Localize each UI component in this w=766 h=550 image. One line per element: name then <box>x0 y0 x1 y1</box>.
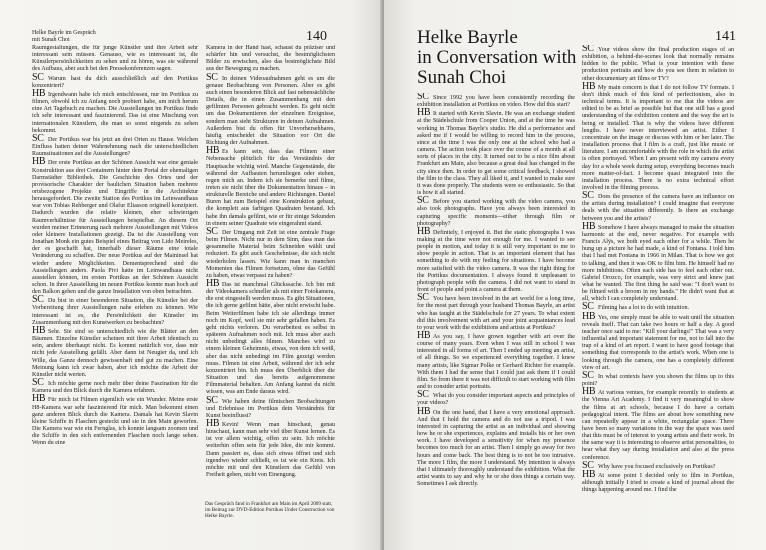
paragraph <box>206 417 335 479</box>
paragraph <box>417 93 575 109</box>
speaker-initials: HB <box>582 220 596 232</box>
paragraph-text: Für mich ist Filmen eigentlich wie ein Wunder. Meine erste H8-Kamera war sehr faszinierend für mich. Man bekommt einen ganz anderen Blick durch die Kamera. Damals hat Kevin Slavin kleine Schiffe in Flaschen gesteckt und sie in den Main geworfen. Die Kamera war wie ein Fernglas, ich konnte langsam zoomen und die Schiffe in den sich entfernenden Flaschen noch lange sehen. Wenn du eine <box>32 397 198 447</box>
speaker-initials: SC <box>206 225 218 237</box>
paragraph-text: At various venues, for example recently to students at the Vienna Art Academy. I find it very meaningful to show the films at art schools, because I do have a certain pedagogical intent. The films are about how something new can repeatedly appear in a white, rectangular space. There have been so many variations in the way the space was used that this must be of interest to young artists and their work. In the same way it is interesting to observe artist personalities, to hear what they say during installation and also at the press conference. <box>582 390 734 461</box>
paragraph-text: Kamera in der Hand hast, schaust du präziser und schärfer hin und versuchst, die bestmöglichsten Bilder zu erwischen, also das bestmöglichste Bild aus der Bewegung zu machen. <box>206 45 335 73</box>
paragraph-text: Raumgestaltungen, die für junge Künstler und ihre Arbeit sehr interessant sein müssen. Genauso, wie es interessant ist, die Künstlerpersönlichkeiten zu sehen und zu hören, was sie während des Aufbaus, aber auch bei den Pressekonferenzen sagen. <box>32 45 198 73</box>
speaker-initials: SC <box>32 377 44 389</box>
paragraph-text: At some point I decided only to film in Portikus, although initially I tried to create a kind of journal about the things happening around me. I find the <box>582 472 734 494</box>
speaker-initials: HB <box>32 156 46 168</box>
speaker-initials: HB <box>582 386 596 398</box>
caption: Das Gespräch fand in Frankfurt am Main im April 2009 statt, im Beitrag zur DVD-Edition Portikus Under Construction von Helke Bayrle. <box>205 501 335 520</box>
speaker-initials: SC <box>32 294 44 306</box>
speaker-initials: HB <box>417 405 431 417</box>
paragraph <box>206 71 335 148</box>
text-column <box>417 93 575 539</box>
paragraph-text: Es kann sein, dass das Filmen einer Nebensache plötzlich für das Verständnis der Hauptsache wichtig wird. Manche Gegenstände, die während der Aufbauten herumliegen oder stehen, regen mich an. Indem ich sie bemerke und filme, treten sie nicht über die Dokumentation hinaus – in strukturelle Bereiche und andere Richtungen. Daniel Buren hat zum Beispiel eine Konstruktion gebaut, die komplett aus farbigen Quadraten bestand. Ich habe ihn damals gefilmt, wie er für einige Sekunden in einem seiner Quadrate wie eingerahmt stand. <box>206 149 335 227</box>
speaker-initials: HB <box>32 393 46 405</box>
speaker-initials: SC <box>417 389 429 401</box>
paragraph-text: Filming has a lot to do with intuition. <box>598 305 690 312</box>
paragraph <box>417 391 575 407</box>
speaker-initials: SC <box>206 71 218 83</box>
speaker-initials: SC <box>32 132 44 144</box>
paragraph <box>32 87 198 135</box>
speaker-initials: SC <box>206 394 218 406</box>
paragraph-text: Irgendwann habe ich mich entschlossen, nur im Portikus zu filmen, obwohl ich zu Anfang noch probiert habe, um mich herum eine Art Tagebuch zu machen. Die Ausstellungen im Portikus finde ich sehr interessant und faszinierend. Das ist eine Mischung von internationalen Künstlern, die man so sonst nirgends zu sehen bekommt. <box>32 91 198 134</box>
paragraph <box>32 324 198 379</box>
paragraph-text: Yes, one simply must be able to wait until the situation reveals itself. That can take two hours or half a day. A good teacher once said to me: "Kill your darlings!" That was a very influential and important statement for me, not to fall into the trap of a kind of art report. I want to have good footage that something that corresponds to the artist's work. When one is looking through the camera, one has a completely different view of art. <box>582 314 734 371</box>
speaker-initials: SC <box>417 292 429 304</box>
paragraph <box>32 132 198 158</box>
paragraph <box>417 197 575 228</box>
speaker-initials: SC <box>417 93 429 102</box>
paragraph <box>582 459 734 471</box>
speaker-initials: HB <box>206 145 220 157</box>
paragraph-text: Kevin! Wenn man hinschaut, genau hinschaut, kann man sehr viel über Kunst lernen. Es ist vor allem wichtig, offen zu sein. Ich möchte weiterhin offen sein für jede Idee, die mir kommt. Dann passiert es, dass sich etwas öffnet und sich irgendwo wieder schließt, es ist wie ein Kreis. Ich möchte mit und den Künstlern das Gefühl von Freiheit geben, nicht von Einengung. <box>206 421 335 479</box>
paragraph-text: My main concern is that I do not follow TV formats. I don't think much of this kind of perfectionism, also in technical terms. It is important to me that the videos are edited to be as brief as possible but that one still has a good understanding of the exhibition content and the way the art is being or installed. That is why the videos have different lengths. I have never interviewed an artist. Either I concentrate on the image or discuss with him or her later. The installation process that I film is a craft, just like music or literature. I am uncomfortable with the role in which the artist is often portrayed. When I am present with my camera every day for a whole week during setup, everything becomes much more matter-of-fact. I become quasi integrated into the installation process. There is no extra technical effort involved in the filming process. <box>582 84 734 191</box>
paragraph-text: Why have you focused exclusively on Portikus? <box>598 463 716 470</box>
paragraph-text: As you say, I have grown together with art over the course of many years. Even when I was still in school I was interested in all forms of art. Then I ended up meeting an artist, of all things. So we experienced everything together. I knew many artists, like Sigmar Polke or Gerhard Richter for example. With them I had the sense that I could just ask them if I could film. So from there it was not difficult to start working with film and to consider artist portraits. <box>417 334 575 391</box>
speaker-initials: SC <box>417 195 429 207</box>
paragraph <box>582 192 734 223</box>
speaker-initials: SC <box>582 190 594 202</box>
paragraph-text: Warum hast du dich ausschließlich auf den Portikus konzentriert? <box>32 75 198 89</box>
speaker-initials: HB <box>206 278 220 289</box>
title-line: in Conversation with <box>417 47 577 68</box>
paragraph <box>582 388 734 462</box>
paragraph <box>582 220 734 304</box>
paragraph-text: You have been involved in the art world for a long time, for the most part through your husband Thomas Bayrle, an artist who has taught at the Städelschule for 27 years. To what extent did this involvement with art and your joint acquaintances lead to your work with the exhibitions and artists at Portikus? <box>417 296 575 331</box>
left-page <box>0 0 382 550</box>
paragraph <box>32 45 198 74</box>
paragraph <box>582 45 734 83</box>
running-head-line: mit Sunah Choi <box>32 37 70 43</box>
speaker-initials: SC <box>582 459 594 471</box>
speaker-initials: SC <box>582 369 594 381</box>
paragraph <box>417 332 575 391</box>
speaker-initials: HB <box>206 417 220 429</box>
paragraph <box>32 71 198 90</box>
speaker-initials: SC <box>32 71 44 83</box>
paragraph <box>582 80 734 192</box>
speaker-initials: HB <box>417 330 431 341</box>
paragraph <box>32 395 198 447</box>
paragraph <box>32 296 198 327</box>
paragraph <box>206 147 335 228</box>
page-number: 141 <box>715 29 736 44</box>
paragraph <box>582 369 734 388</box>
title-line: Helke Bayrle <box>417 27 518 48</box>
paragraph-text: Das ist manchmal Glückssache. Ich bin mit der Videokamera schneller als mit einer Fotokamera, die erst eingestellt werden muss. Es gibt Situationen, die ich gerne gefilmt hätte, aber nicht erwischt habe. Beim Weiterfilmen habe ich sie allerdings immer noch im Kopf, weil sie mir sehr gefallen haben. Es geht nichts verloren. Du verarbeitest es selbst in späteren Aufnahmen noch mit. Ich muss aber auch nicht unbedingt alles filmen. Manches wird zu einem kleinen Geheimnis, etwas, von dem ich weiß, aber das nicht unbedingt im Film gezeigt werden muss. Filmen ist eine Arbeit, während der ich sehr konzentriert bin. Ich muss den Überblick über die Situation und das bereits aufgenommene Filmmaterial behalten. Am Anfang kannst du nicht wissen, was am Ende daraus wird. <box>206 282 335 396</box>
running-head-line: Helke Bayrle im Gespräch <box>32 30 96 36</box>
paragraph-text: Before you started working with the video camera, you also took photographs. Have you always been interested in capturing specific moments—either through film or photography? <box>417 199 575 227</box>
paragraph <box>32 379 198 395</box>
paragraph <box>32 158 198 296</box>
paragraph-text: Du bist in einer besonderen Situation, die Künstler bei der Vorbereitung ihrer Ausstellungen nahe erleben zu können. Wie interessant ist es, die Persönlichkeit der Künstler im Zusammenhang mit den Kunstwerken zu beobachten? <box>32 298 198 326</box>
speaker-initials: HB <box>582 468 596 480</box>
paragraph <box>417 405 575 489</box>
title-line: Sunah Choi <box>417 67 507 88</box>
speaker-initials: HB <box>417 107 431 119</box>
text-column <box>582 45 734 539</box>
paragraph-text: Der erste Portikus an der Schönen Aussicht war eine geniale Konstruktion aus drei Containern hinter dem Portal der ehemaligen Darmstädter Bibliothek. Die Geschichte des Ortes und der provisorische Charakter der baulichen Situation haben mehrere ortsbezogene Projekte und Eingriffe in die Architektur herausgefordert. Die zweite Station des Portikus im Leinwandhaus war von Tobias Rehberger und Olafur Eliasson originell konzipiert. Dadurch wurden die relativ kleinen, eher schwierigen Raumverhältnisse für Ausstellungen beispielbar. An diesem Ort wurden meiner Erinnerung nach mehrere Ausstellungen mit Videos oder kleinere Installationen gezeigt. Da ist die Ausstellung von Jonathan Monk ein gutes Beispiel eines Beitrag von Lido Meireles, der es geschafft hat, innerhalb dieser Räume eine totale Veränderung zu schaffen. Der neue Portikus auf der Maininsel hat wieder andere Möglichkeiten. Dementsprechend sind die Ausstellungen anders. Paola Pivi hatte im Leinwandhaus nicht ausstellen können, im ersten Portikus an der Schönen Aussicht schon. In ihrer Ausstellung im neuen Portikus konnte man hoch auf den Balkon gehen und die ganze Installation von oben betrachten. <box>32 160 198 296</box>
paragraph <box>417 294 575 332</box>
paragraph-text: Somehow I have always managed to make the situation harmonic at the end, never negative. For example with Francis Alÿs, we both eyed each other for a while. Then he hung up a picture he had made, a kind of Fontana. I told him that I had met Fontana in 1966 in Milan. That is how we got to talking, and then it was OK to film him. He himself had no more inhibitions. Often each side has to feel each other out. Gabriel Orozco, for example, was very strict and knew just what he wanted. The first thing he said was: "I don't want to be filmed with a broom in my hands." He didn't want that at all, which I can completely understand. <box>582 224 734 303</box>
right-page <box>384 0 766 550</box>
text-column <box>32 45 198 537</box>
paragraph <box>206 45 335 74</box>
speaker-initials: HB <box>582 310 596 322</box>
paragraph-text: Does the presence of the camera have an influence on the artists during installation? I could imagine that everyone deals with the situation differently. Is there an exchange between you and the artists? <box>582 194 734 222</box>
paragraph <box>582 310 734 372</box>
paragraph-text: Definitely, I enjoyed it. But the static photographs I was making at the time were not enough for me. I wanted to see people in motion, and today it is still very important to me to show people in action. That is an important element that has something to do with my feeling for situations. I have become more satisfied with the video camera. It was the right thing for the Portikus documentation. I always found it unpleasant to photograph people with the camera. I did not want to stand in front of people and point a camera at them. <box>417 229 575 294</box>
paragraph-text: On the one hand, that I have a very emotional approach. And that I hold the camera and do not use a tripod. I was interested in capturing the artist as an individual and showing how he or she experiences, explains and installs his or her own work. I have developed a sensitivity for when my presence becomes too much for an artist. Then I simply go away for two hours and come back. The best thing is to not be too intrusive. The more I film, the more I understand. My intention is always that I ultimately thoroughly understand the exhibition. What the artist wants to say and why he or she does things a certain way. Sometimes I ask directly. <box>417 409 575 488</box>
paragraph <box>582 303 734 312</box>
paragraph-text: Since 1992 you have been consistently recording the exhibition installation at Portikus on video. How did this start? <box>417 95 575 109</box>
paragraph <box>417 109 575 197</box>
paragraph-text: Der Portikus war bis jetzt an drei Orten zu Hause. Welchen Einfluss hatten deiner Wahrnehmung nach die unterschiedlichen Raumsituationen auf die Ausstellungen? <box>32 136 198 158</box>
page-number: 140 <box>306 29 327 44</box>
paragraph <box>206 225 335 280</box>
paragraph-text: In deinen Videoaufnahmen geht es um die genaue Beobachtung von Personen. Aber es gibt auch einen besonderen Blick auf fast nebensächliche Details, die in einen Zusammenhang mit den gefilmten Personen gebracht werden. Es geht nicht um das Dokumentieren der einzelnen Ereignisse, sondern man sieht Strukturen in deinen Aufnahmen. Außerdem bist du offen für Unvorhersehbares, häufig entscheidet die Situation vor Ort die Richtung der Aufnahmen. <box>206 75 335 147</box>
running-head <box>32 30 96 44</box>
speaker-initials: HB <box>582 80 596 92</box>
paragraph-text: It started with Kevin Slavin. He was an exchange student at the Städelschule from Cooper Union, and at the time he was working in Thomas Bayrle's studio. He did a performance and asked me if I would be willing to record him in the process, since at the time I was the only one at the school who had a camera. The action took place over the course of a month at all sorts of places in the city. It turned out to be a nice film about Frankfurt am Main, also because a great deal has changed in the city since then. In order to get some critical feedback, I showed the film to the class. They all liked it, and I wanted to make sure it was done properly. The students were so enthusiastic. So that is how it all started. <box>417 111 575 197</box>
paragraph-text: Der Umgang mit Zeit ist eine zentrale Frage beim Filmen. Nicht nur in dem Sinn, dass man das gesammelte Material beim Schneiden wählt und reduziert. Es gibt auch Geschehnisse, die sich nicht wiederholen lassen. Wie kann man in manchen Momenten das Filmen fortsetzen, ohne das Gefühl zu haben, etwas verpasst zu haben? <box>206 229 335 279</box>
speaker-initials: HB <box>32 87 46 99</box>
speaker-initials: HB <box>32 324 46 336</box>
paragraph-text: What do you consider important aspects and principles of your videos? <box>417 393 575 407</box>
paragraph <box>582 468 734 494</box>
speaker-initials: SC <box>582 45 594 54</box>
paragraph-text: Sehr. Sie sind so unterschiedlich wie die Blätter an den Bäumen. Einzelne Künstler scheinen mit ihrer Arbeit identisch zu sein, andere überhaupt nicht. Es kommt natürlich vor, dass mir nicht jede Ausstellung gefällt. Aber dann ist Neugier da, und ich Wille, das Ganze dennoch gewissenhaft und gut zu machen. Eine Meinung kann ich zwar haben, aber ich möchte die Arbeit der Künstler nicht werten. <box>32 328 198 378</box>
speaker-initials: HB <box>417 225 431 237</box>
paragraph-text: Wie haben deine filmischen Beobachtungen und Erlebnisse im Portikus dein Verständnis für Kunst beeinflusst? <box>206 398 335 419</box>
text-column <box>206 45 335 495</box>
speaker-initials: SC <box>582 301 594 313</box>
paragraph <box>206 280 335 397</box>
paragraph-text: In what contexts have you shown the films up to this point? <box>582 373 734 388</box>
paragraph <box>206 394 335 420</box>
paragraph-text: Your videos show the final production stages of an exhibition, a behind-the-scenes look that normally remains hidden to the public. What is your intention with these production portraits and how do you see them in relation to other documentary art films or TV? <box>582 47 734 82</box>
paragraph-text: Ich möchte gerne noch mehr über deine Faszination für die Kamera und den Blick durch die Kamera erfahren. <box>32 381 198 395</box>
paragraph <box>417 225 575 294</box>
